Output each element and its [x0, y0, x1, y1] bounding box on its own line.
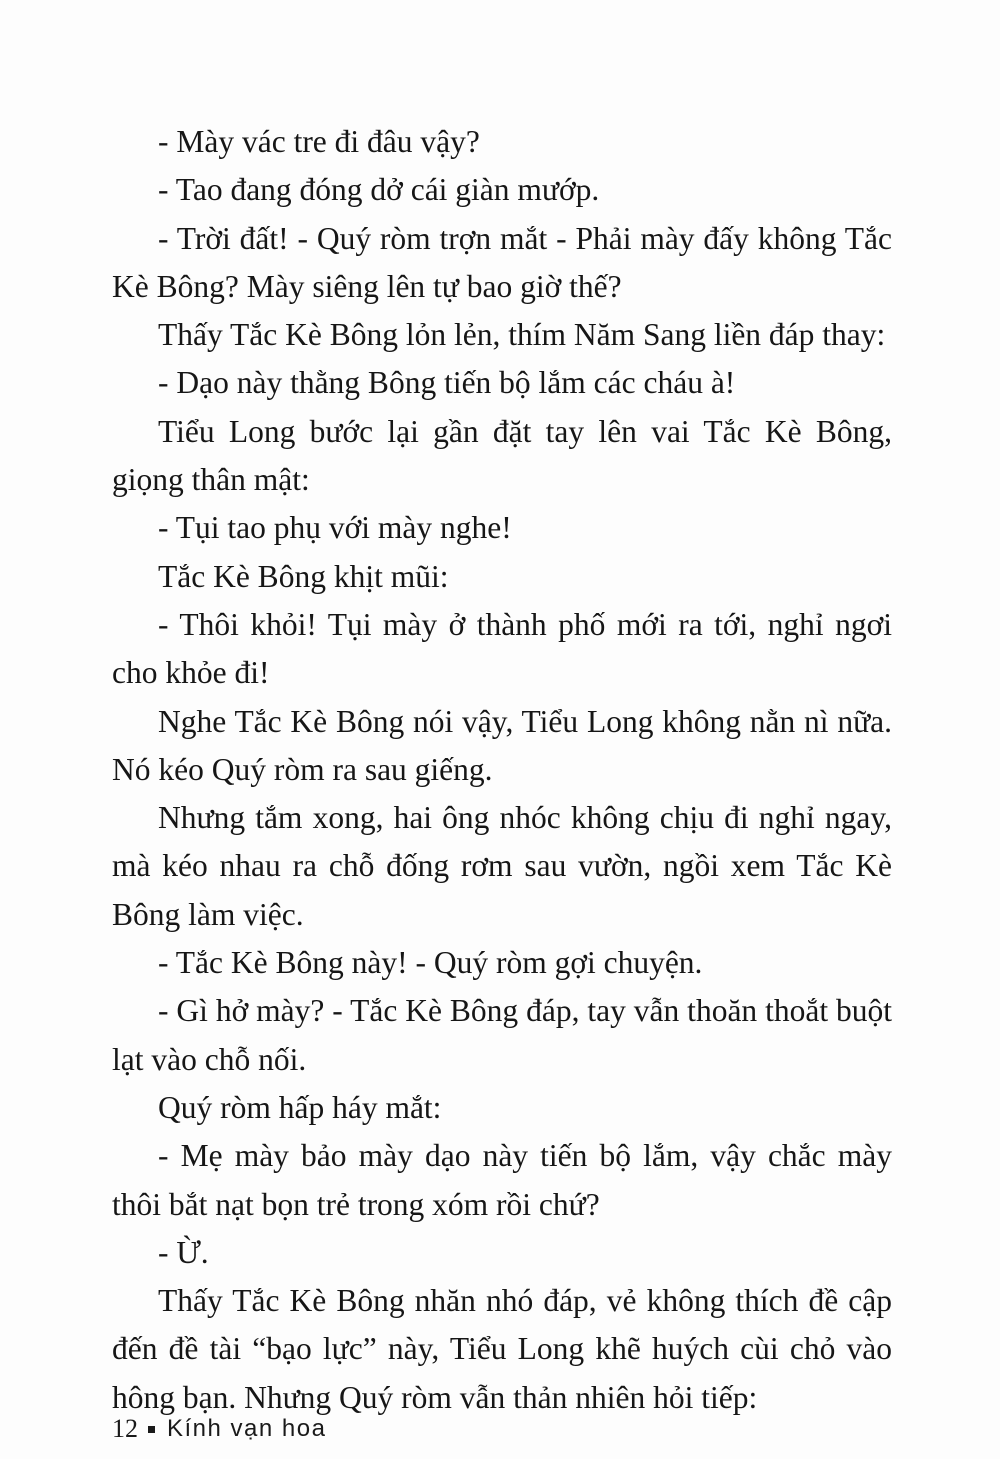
- bullet-separator-icon: [148, 1426, 155, 1433]
- paragraph: Thấy Tắc Kè Bông nhăn nhó đáp, vẻ không thích đề cập đến đề tài “bạo lực” này, Tiểu Long khẽ huých cùi chỏ vào hông bạn. Nhưng Quý ròm vẫn thản nhiên hỏi tiếp:: [112, 1283, 892, 1415]
- paragraph: - Ừ.: [158, 1234, 209, 1270]
- paragraph: Tắc Kè Bông khịt mũi:: [158, 558, 449, 594]
- paragraph: - Trời đất! - Quý ròm trợn mắt - Phải mày đấy không Tắc Kè Bông? Mày siêng lên tự bao giờ thế?: [112, 220, 892, 304]
- paragraph: - Tụi tao phụ với mày nghe!: [158, 510, 512, 546]
- paragraph: - Gì hở mày? - Tắc Kè Bông đáp, tay vẫn thoăn thoắt buột lạt vào chỗ nối.: [112, 993, 892, 1077]
- paragraph: Thấy Tắc Kè Bông lỏn lẻn, thím Năm Sang liền đáp thay:: [158, 317, 886, 353]
- paragraph: - Tao đang đóng dở cái giàn mướp.: [158, 172, 600, 208]
- paragraph: Tiểu Long bước lại gần đặt tay lên vai Tắc Kè Bông, giọng thân mật:: [112, 413, 892, 498]
- paragraph: - Thôi khỏi! Tụi mày ở thành phố mới ra tới, nghỉ ngơi cho khỏe đi!: [112, 606, 892, 691]
- paragraph: - Mẹ mày bảo mày dạo này tiến bộ lắm, vậy chắc mày thôi bắt nạt bọn trẻ trong xóm rồi chứ?: [112, 1138, 892, 1222]
- book-title: Kính vạn hoa: [167, 1415, 327, 1442]
- body-text: [112, 118, 892, 1422]
- paragraph: - Tắc Kè Bông này! - Quý ròm gợi chuyện.: [158, 945, 703, 981]
- paragraph: - Mày vác tre đi đâu vậy?: [158, 124, 480, 159]
- paragraph: - Dạo này thằng Bông tiến bộ lắm các cháu à!: [158, 365, 736, 401]
- paragraph: Nghe Tắc Kè Bông nói vậy, Tiểu Long không nằn nì nữa. Nó kéo Quý ròm ra sau giếng.: [112, 703, 892, 787]
- paragraph: Nhưng tắm xong, hai ông nhóc không chịu đi nghỉ ngay, mà kéo nhau ra chỗ đống rơm sau vườn, ngồi xem Tắc Kè Bông làm việc.: [112, 800, 892, 932]
- page-footer: [112, 1414, 326, 1444]
- page-number: 12: [112, 1414, 138, 1443]
- paragraph: Quý ròm hấp háy mắt:: [158, 1089, 442, 1125]
